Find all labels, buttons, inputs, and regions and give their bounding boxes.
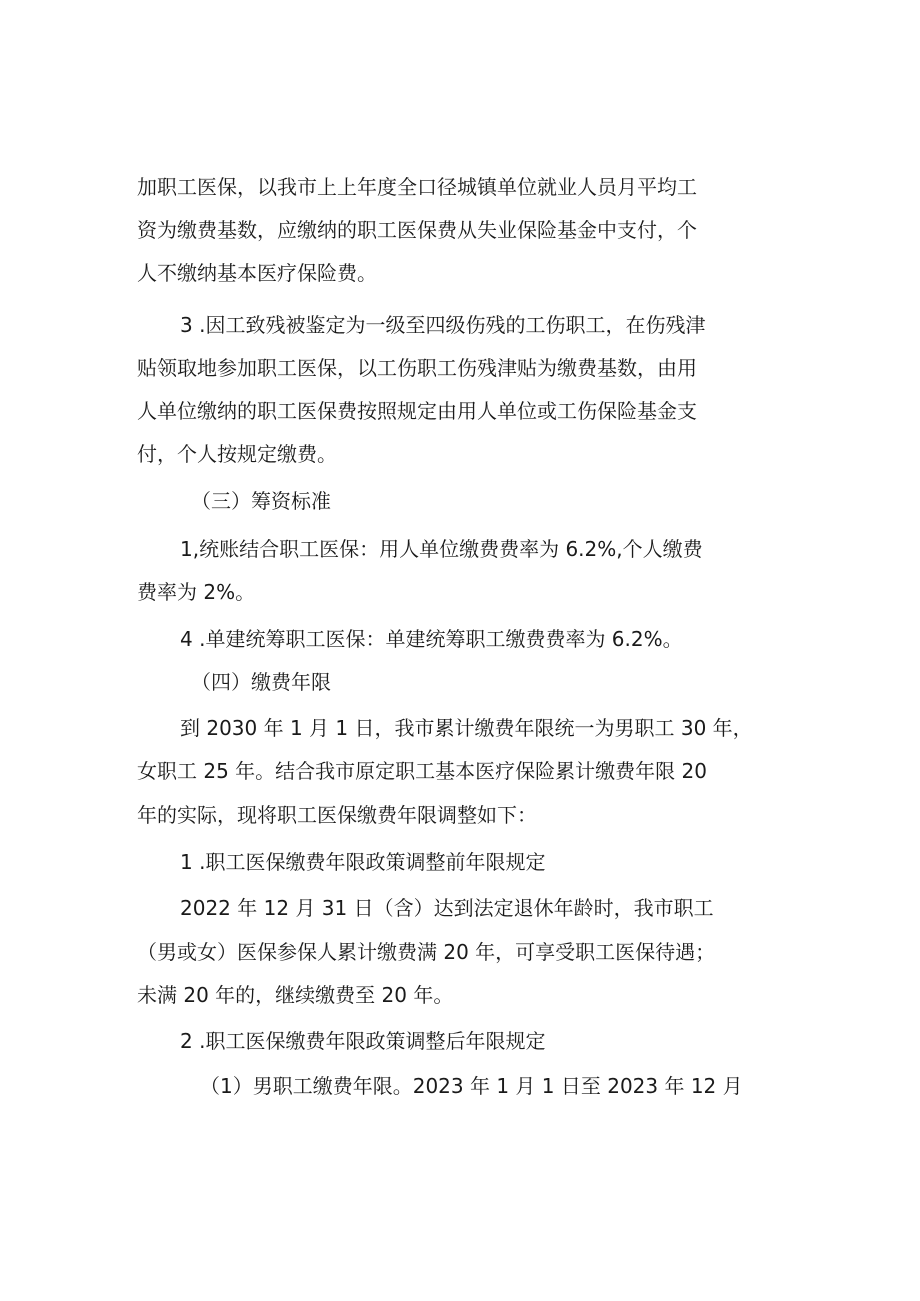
paragraph-line-15: 年的实际，现将职工医保缴费年限调整如下：	[137, 803, 537, 827]
paragraph-line-7: 付，个人按规定缴费。	[137, 442, 337, 466]
section-heading-4: （四）缴费年限	[191, 670, 331, 694]
paragraph-line-5: 贴领取地参加职工医保，以工伤职工伤残津贴为缴费基数，由用	[137, 356, 697, 380]
paragraph-line-3: 人不缴纳基本医疗保险费。	[137, 261, 377, 285]
paragraph-line-21: （1）男职工缴费年限。2023 年 1 月 1 日至 2023 年 12 月	[200, 1074, 743, 1098]
paragraph-line-4: 3 .因工致残被鉴定为一级至四级伤残的工伤职工，在伤残津	[180, 313, 706, 337]
paragraph-line-2: 资为缴费基数，应缴纳的职工医保费从失业保险基金中支付，个	[137, 218, 697, 242]
paragraph-line-17: 2022 年 12 月 31 日（含）达到法定退休年龄时，我市职工	[180, 896, 714, 920]
paragraph-line-1: 加职工医保，以我市上上年度全口径城镇单位就业人员月平均工	[137, 175, 697, 199]
paragraph-line-20: 2 .职工医保缴费年限政策调整后年限规定	[180, 1029, 546, 1053]
paragraph-line-10: 费率为 2%。	[137, 580, 256, 604]
paragraph-line-11: 4 .单建统筹职工医保：单建统筹职工缴费费率为 6.2%。	[180, 627, 683, 651]
paragraph-line-16: 1 .职工医保缴费年限政策调整前年限规定	[180, 850, 546, 874]
section-heading-3: （三）筹资标准	[191, 489, 331, 513]
paragraph-line-14: 女职工 25 年。结合我市原定职工基本医疗保险累计缴费年限 20	[137, 759, 707, 783]
paragraph-line-13: 到 2030 年 1 月 1 日，我市累计缴费年限统一为男职工 30 年，	[180, 716, 753, 740]
paragraph-line-9: 1,统账结合职工医保：用人单位缴费费率为 6.2%,个人缴费	[180, 537, 703, 561]
paragraph-line-18: （男或女）医保参保人累计缴费满 20 年，可享受职工医保待遇；	[137, 940, 716, 964]
paragraph-line-6: 人单位缴纳的职工医保费按照规定由用人单位或工伤保险基金支	[137, 399, 697, 423]
paragraph-line-19: 未满 20 年的，继续缴费至 20 年。	[137, 983, 454, 1007]
